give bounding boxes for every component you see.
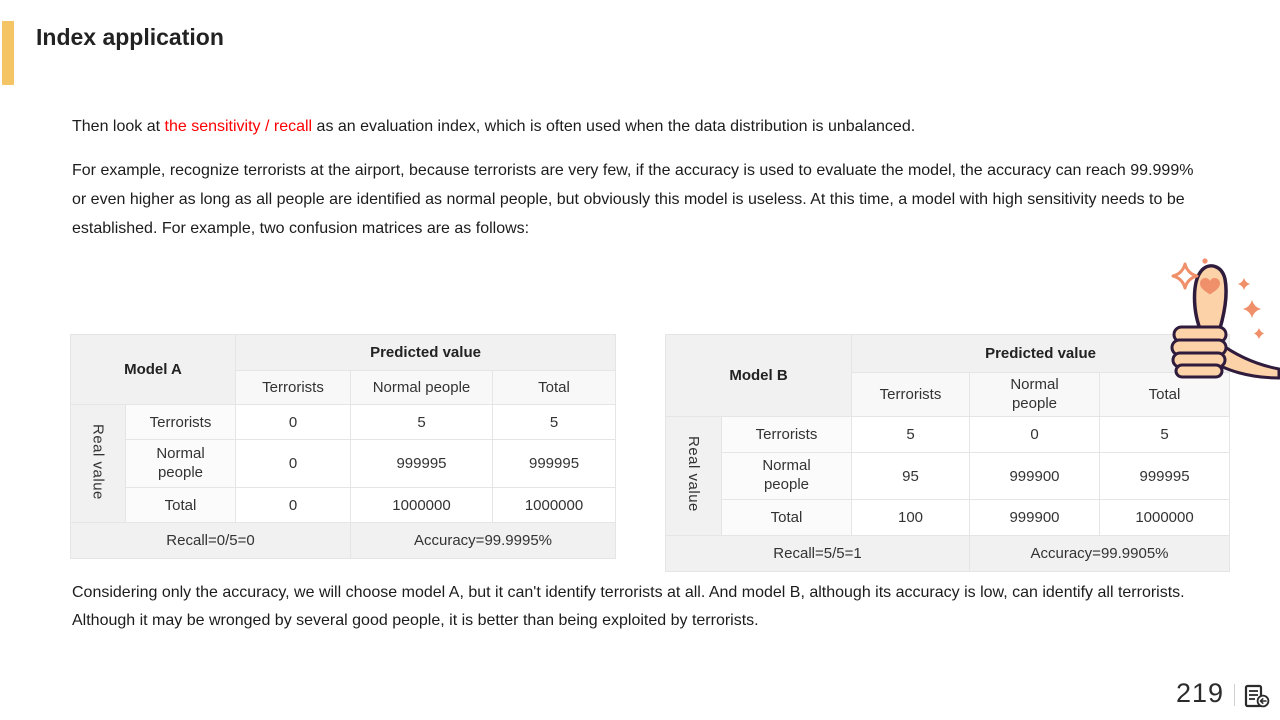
model-b-col-terrorists: Terrorists — [852, 373, 970, 417]
table-cell: 1000000 — [351, 488, 493, 523]
model-b-row-total-label: Total — [722, 500, 852, 536]
model-a-col-total: Total — [493, 371, 616, 405]
table-cell: 999995 — [1100, 453, 1230, 500]
model-a-row-terrorists-label: Terrorists — [126, 405, 236, 440]
model-b-predicted-header: Predicted value — [852, 335, 1230, 373]
table-cell: 95 — [852, 453, 970, 500]
intro-text-after: as an evaluation index, which is often used when the data distribution is unbalanced. — [312, 118, 916, 135]
model-a-confusion-matrix — [70, 334, 616, 559]
model-a-predicted-header: Predicted value — [236, 335, 616, 371]
model-b-label: Model B — [666, 335, 852, 417]
model-b-row-normal-label: Normal people — [722, 453, 852, 500]
model-b-col-total: Total — [1100, 373, 1230, 417]
table-cell: 5 — [1100, 417, 1230, 453]
model-b-accuracy: Accuracy=99.9905% — [970, 536, 1230, 572]
model-a-real-value-label: Real value — [71, 405, 126, 523]
footer-divider — [1234, 684, 1235, 706]
page-title: Index application — [36, 24, 224, 50]
model-b-real-value-label: Real value — [666, 417, 722, 536]
model-b-recall: Recall=5/5=1 — [666, 536, 970, 572]
title-accent-bar — [2, 21, 14, 85]
table-cell: 0 — [236, 488, 351, 523]
model-b-col-normal-people: Normal people — [970, 373, 1100, 417]
thumbs-up-illustration — [1160, 256, 1280, 380]
model-a-col-terrorists: Terrorists — [236, 371, 351, 405]
model-b-row-terrorists-label: Terrorists — [722, 417, 852, 453]
table-cell: 0 — [236, 405, 351, 440]
table-cell: 1000000 — [1100, 500, 1230, 536]
model-a-recall: Recall=0/5=0 — [71, 523, 351, 559]
table-cell: 999900 — [970, 453, 1100, 500]
model-a-row-normal-label: Normal people — [126, 440, 236, 488]
intro-text-before: Then look at — [72, 118, 165, 135]
page-number: 219 — [1176, 678, 1225, 708]
table-cell: 0 — [236, 440, 351, 488]
intro-paragraph — [72, 112, 1212, 141]
model-a-label: Model A — [71, 335, 236, 405]
table-cell: 0 — [970, 417, 1100, 453]
table-cell: 5 — [351, 405, 493, 440]
model-b-confusion-matrix — [665, 334, 1230, 572]
conclusion-paragraph: Considering only the accuracy, we will choose model A, but it can't identify terrorists at all. And model B, although its accuracy is low, can identify all terrorists. Although it may be wronged by several good people, it is better than being exploited by terrorists. — [72, 584, 1185, 629]
table-cell: 999900 — [970, 500, 1100, 536]
model-a-col-normal-people: Normal people — [351, 371, 493, 405]
table-cell: 5 — [493, 405, 616, 440]
table-cell: 999995 — [351, 440, 493, 488]
example-paragraph: For example, recognize terrorists at the airport, because terrorists are very few, if the accuracy is used to evaluate the model, the accuracy can reach 99.999% or even higher as long as all people are identified as normal people, but obviously this model is useless. At this time, a model with high sensitivity needs to be established. For example, two confusion matrices are as follows: — [72, 162, 1194, 237]
document-history-icon[interactable] — [1244, 684, 1270, 708]
model-a-row-total-label: Total — [126, 488, 236, 523]
table-cell: 5 — [852, 417, 970, 453]
table-cell: 999995 — [493, 440, 616, 488]
table-cell: 1000000 — [493, 488, 616, 523]
sensitivity-recall-highlight: the sensitivity / recall — [164, 118, 313, 135]
model-a-accuracy: Accuracy=99.9995% — [351, 523, 616, 559]
table-cell: 100 — [852, 500, 970, 536]
